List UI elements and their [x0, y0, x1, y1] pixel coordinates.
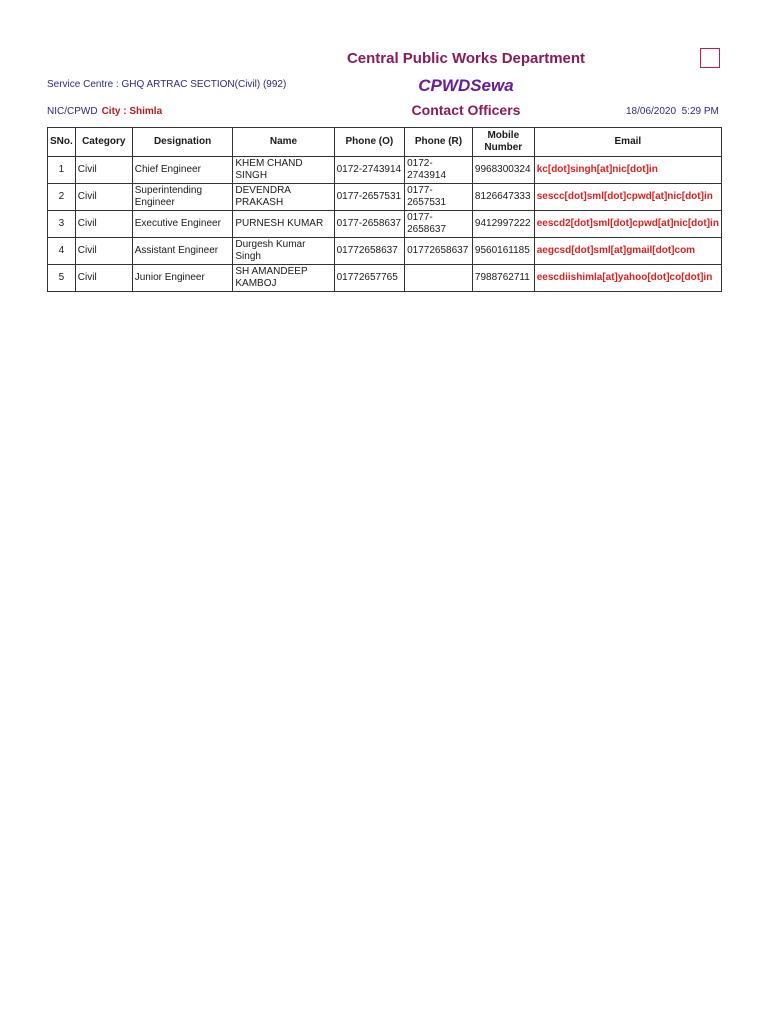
- cell-designation: Chief Engineer: [132, 157, 233, 184]
- cell-sno: 4: [48, 238, 76, 265]
- cell-mobile: 7988762711: [472, 265, 534, 292]
- report-time: 5:29 PM: [681, 106, 719, 117]
- cell-phone-office: 0172-2743914: [334, 157, 404, 184]
- contact-officers-table: [47, 127, 722, 292]
- cell-name: KHEM CHAND SINGH: [233, 157, 334, 184]
- cell-name: SH AMANDEEP KAMBOJ: [233, 265, 334, 292]
- cell-designation: Executive Engineer: [132, 211, 233, 238]
- cell-category: Civil: [75, 265, 132, 292]
- cell-email[interactable]: aegcsd[dot]sml[at]gmail[dot]com: [534, 238, 721, 265]
- cell-designation: Superintending Engineer: [132, 184, 233, 211]
- col-header-designation: Designation: [132, 128, 233, 157]
- col-header-name: Name: [233, 128, 334, 157]
- cell-email[interactable]: eescd2[dot]sml[dot]cpwd[at]nic[dot]in: [534, 211, 721, 238]
- cell-email[interactable]: eescdiishimla[at]yahoo[dot]co[dot]in: [534, 265, 721, 292]
- col-header-mobile: Mobile Number: [472, 128, 534, 157]
- brand-title: CPWDSewa: [418, 76, 514, 95]
- cell-designation: Junior Engineer: [132, 265, 233, 292]
- cell-sno: 5: [48, 265, 76, 292]
- table-row: [48, 157, 722, 184]
- cell-category: Civil: [75, 157, 132, 184]
- cell-phone-residence: [405, 265, 473, 292]
- cell-sno: 3: [48, 211, 76, 238]
- cell-category: Civil: [75, 211, 132, 238]
- cell-name: PURNESH KUMAR: [233, 211, 334, 238]
- cell-mobile: 9968300324: [472, 157, 534, 184]
- report-datetime: [626, 106, 719, 117]
- col-header-sno: SNo.: [48, 128, 76, 157]
- cell-name: Durgesh Kumar Singh: [233, 238, 334, 265]
- col-header-phone-residence: Phone (R): [405, 128, 473, 157]
- cell-category: Civil: [75, 238, 132, 265]
- cell-phone-residence: 0172-2743914: [405, 157, 473, 184]
- cell-designation: Assistant Engineer: [132, 238, 233, 265]
- cell-email[interactable]: kc[dot]singh[at]nic[dot]in: [534, 157, 721, 184]
- table-row: [48, 184, 722, 211]
- col-header-phone-office: Phone (O): [334, 128, 404, 157]
- cell-phone-office: 0177-2658637: [334, 211, 404, 238]
- department-title: Central Public Works Department: [346, 50, 586, 67]
- cell-phone-office: 0177-2657531: [334, 184, 404, 211]
- select-checkbox[interactable]: [700, 48, 720, 68]
- cell-phone-residence: 0177-2657531: [405, 184, 473, 211]
- cell-phone-residence: 01772658637: [405, 238, 473, 265]
- cell-mobile: 9560161185: [472, 238, 534, 265]
- table-row: [48, 238, 722, 265]
- table-row: [48, 265, 722, 292]
- col-header-category: Category: [75, 128, 132, 157]
- cell-phone-office: 01772657765: [334, 265, 404, 292]
- table-header-row: [48, 128, 722, 157]
- col-header-email: Email: [534, 128, 721, 157]
- cell-category: Civil: [75, 184, 132, 211]
- cell-name: DEVENDRA PRAKASH: [233, 184, 334, 211]
- cell-mobile: 9412997222: [472, 211, 534, 238]
- cell-email[interactable]: sescc[dot]sml[dot]cpwd[at]nic[dot]in: [534, 184, 721, 211]
- nic-label: NIC/CPWD: [47, 106, 98, 117]
- service-centre: Service Centre : GHQ ARTRAC SECTION(Civil) (992): [47, 79, 287, 90]
- cell-phone-residence: 0177-2658637: [405, 211, 473, 238]
- cell-sno: 2: [48, 184, 76, 211]
- report-date: 18/06/2020: [626, 106, 677, 117]
- table-row: [48, 211, 722, 238]
- city-label: City : Shimla: [101, 106, 163, 117]
- cell-sno: 1: [48, 157, 76, 184]
- page-title: Contact Officers: [411, 102, 521, 118]
- cell-mobile: 8126647333: [472, 184, 534, 211]
- cell-phone-office: 01772658637: [334, 238, 404, 265]
